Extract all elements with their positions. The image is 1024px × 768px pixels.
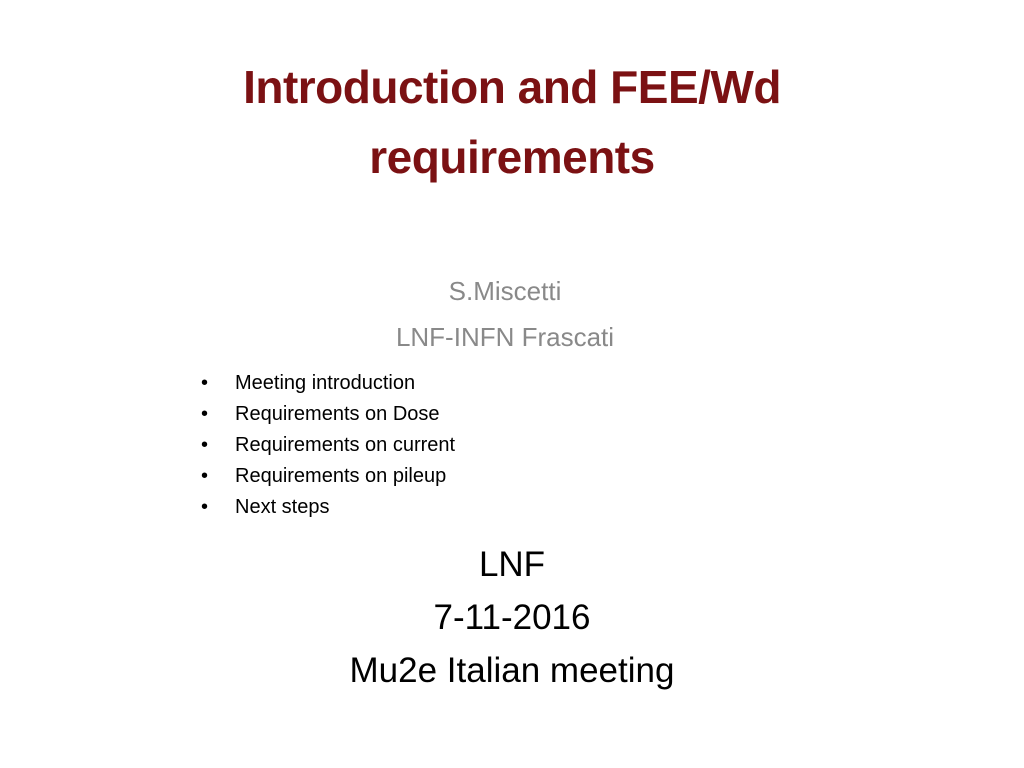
slide-title-line-1: Introduction and FEE/Wd xyxy=(243,61,781,113)
bullet-icon: • xyxy=(201,496,209,518)
bullet-icon: • xyxy=(201,465,209,487)
agenda-item-text: Requirements on current xyxy=(235,434,456,456)
meeting-name: Mu2e Italian meeting xyxy=(349,651,675,690)
bullet-icon: • xyxy=(201,403,209,425)
agenda-item-text: Requirements on pileup xyxy=(235,465,447,487)
author-name: S.Miscetti xyxy=(448,276,562,306)
agenda-item xyxy=(196,430,455,461)
bullet-icon: • xyxy=(201,434,209,456)
meeting-info xyxy=(212,538,812,697)
agenda-item xyxy=(196,368,455,399)
agenda-item xyxy=(196,492,455,523)
agenda-item xyxy=(196,399,455,430)
agenda-item xyxy=(196,461,455,492)
author-block xyxy=(305,268,705,360)
author-affiliation: LNF-INFN Frascati xyxy=(395,322,615,352)
slide-title xyxy=(112,52,912,192)
agenda-list xyxy=(196,368,455,523)
meeting-location: LNF xyxy=(478,545,546,584)
agenda-item-text: Meeting introduction xyxy=(235,372,416,394)
agenda-item-text: Requirements on Dose xyxy=(235,403,440,425)
agenda-item-text: Next steps xyxy=(235,496,330,518)
slide-title-line-2: requirements xyxy=(369,131,655,183)
bullet-icon: • xyxy=(201,372,209,394)
meeting-date: 7-11-2016 xyxy=(433,598,591,637)
